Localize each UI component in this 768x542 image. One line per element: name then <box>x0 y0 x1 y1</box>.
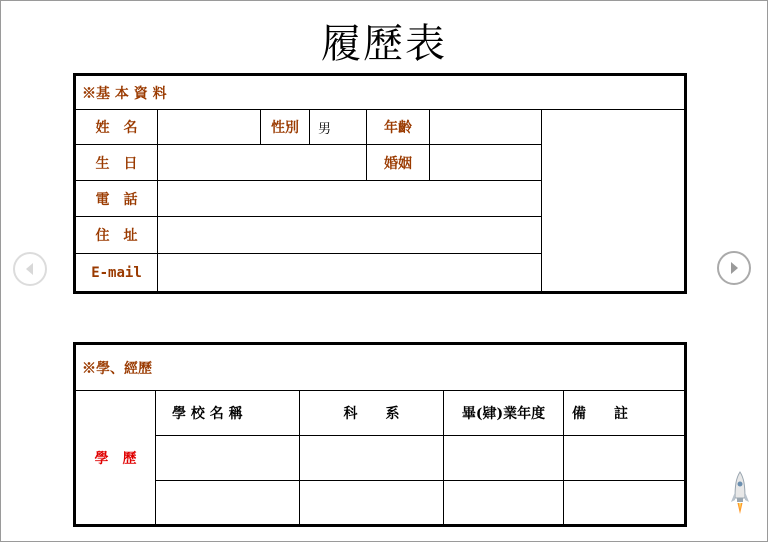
email-field[interactable] <box>158 254 541 291</box>
back-to-top-button[interactable] <box>728 470 752 518</box>
row1-year[interactable] <box>444 436 563 480</box>
gender-value[interactable]: 男 <box>318 121 332 137</box>
birth-field[interactable] <box>158 145 366 180</box>
prev-page-button[interactable] <box>13 252 47 286</box>
row2-school[interactable] <box>156 481 299 524</box>
header-remarks: 備 註 <box>572 406 628 422</box>
header-school-name: 學 校 名 稱 <box>172 406 243 422</box>
next-page-button[interactable] <box>717 251 751 285</box>
gender-label: 性別 <box>271 120 299 136</box>
education-section-title: ※學、經歷 <box>82 360 152 377</box>
basic-info-table <box>73 73 687 294</box>
chevron-right-icon <box>727 260 741 276</box>
marriage-label: 婚姻 <box>384 155 412 172</box>
age-label: 年齡 <box>384 120 412 136</box>
rocket-icon <box>728 470 752 518</box>
birth-label: 生 日 <box>95 155 138 172</box>
header-department: 科 系 <box>343 406 400 422</box>
row2-year[interactable] <box>444 481 563 524</box>
row2-department[interactable] <box>300 481 443 524</box>
row1-school[interactable] <box>156 436 299 480</box>
phone-field[interactable] <box>158 181 541 216</box>
age-field[interactable] <box>430 110 541 144</box>
phone-label: 電 話 <box>95 191 138 208</box>
education-table <box>73 342 687 527</box>
email-label: E-mail <box>91 264 142 281</box>
photo-area[interactable] <box>542 110 684 291</box>
row1-department[interactable] <box>300 436 443 480</box>
row1-remarks[interactable] <box>564 436 684 480</box>
basic-section-title: ※基 本 資 料 <box>82 85 167 102</box>
education-side-label: 學 歷 <box>94 450 137 467</box>
name-label: 姓 名 <box>95 120 138 136</box>
name-field[interactable] <box>158 110 260 144</box>
page-title: 履歷表 <box>321 21 447 67</box>
header-graduation-year: 畢(肄)業年度 <box>461 406 546 422</box>
marriage-field[interactable] <box>430 145 541 180</box>
row2-remarks[interactable] <box>564 481 684 524</box>
address-label: 住 址 <box>95 228 138 244</box>
address-field[interactable] <box>158 217 541 253</box>
chevron-left-icon <box>23 261 37 277</box>
